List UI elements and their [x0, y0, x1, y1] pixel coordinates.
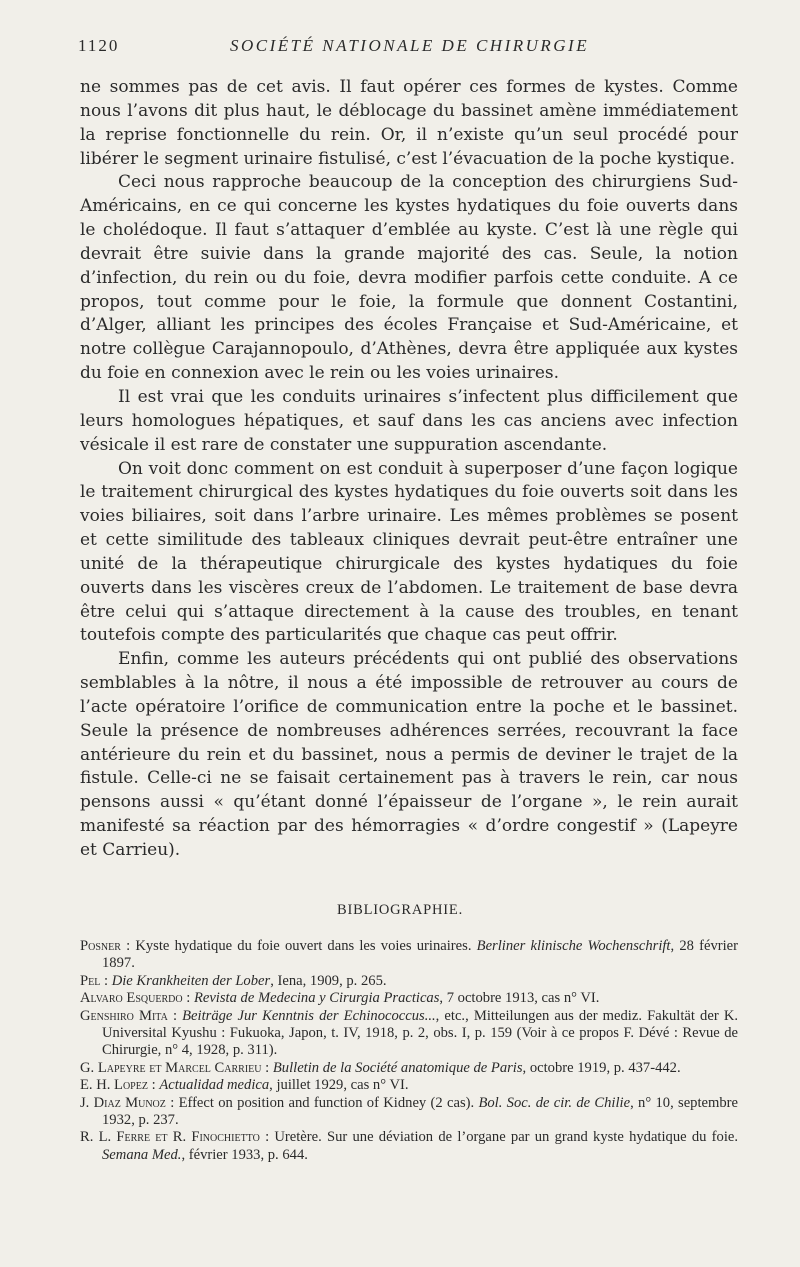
entry-separator: : — [259, 1129, 275, 1146]
entry-text: Effect on position and function of Kidney (2 cas). — [178, 1094, 479, 1111]
bibliography-entry — [80, 938, 738, 973]
paragraph: Ceci nous rapproche beaucoup de la conception des chirurgiens Sud-Américains, en ce qui concerne les kystes hydatiques du foie ouverts dans le cholédoque. Il faut s’attaquer d’emblée au kyste. C’est là une règle qui devrait être suivie dans la grande majorité des cas. Seule, la notion d’infection, du rein ou du foie, devra modifier parfois cette conduite. A ce propos, tout comme pour le foie, la formule que donnent Costantini, d’Alger, alliant les principes des écoles Française et Sud-Américaine, et notre collègue Carajannopoulo, d’Athènes, devra être appliquée aux kystes du foie en connexion avec le rein ou les voies urinaires. — [80, 172, 738, 384]
entry-author: Alvaro Esquerdo — [80, 990, 183, 1007]
bibliography-entry — [80, 1077, 738, 1094]
entry-separator: : — [100, 972, 112, 989]
entry-separator: : — [182, 990, 194, 1007]
entry-rest: , etc., Mitteilungen aus der mediz. Fakultät der K. Universital Kyushu : Fukuoka, Japon, t. IV, 1918, p. 2, obs. I, p. 159 (Voir à ce propos F. Dévé : Revue de Chirurgie, n° 4, 1928, p. 311). — [102, 1007, 739, 1059]
bibliography-list — [80, 938, 738, 1164]
paragraph: ne sommes pas de cet avis. Il faut opérer ces formes de kystes. Comme nous l’avons dit plus haut, le déblocage du bassinet amène immédiatement la reprise fonctionnelle du rein. Or, il n’existe qu’un seul procédé pour libérer le segment urinaire fistulisé, c’est l’évacuation de la poche kystique. — [80, 77, 738, 169]
entry-source: Beiträge Jur Kenntnis der Echinococcus... — [182, 1007, 436, 1024]
entry-source: Bulletin de la Société anatomique de Paris — [272, 1059, 523, 1076]
page-header — [78, 36, 738, 58]
entry-source: Bol. Soc. de cir. de Chilie — [478, 1094, 631, 1111]
entry-rest: , 7 octobre 1913, cas n° VI. — [439, 990, 600, 1007]
bibliography-entry — [80, 990, 738, 1007]
entry-separator: : — [147, 1077, 160, 1094]
bibliography-heading: BIBLIOGRAPHIE. — [337, 902, 463, 918]
entry-rest: , juillet 1929, cas n° VI. — [269, 1077, 409, 1094]
entry-author: R. L. Ferre et R. Finochietto — [80, 1129, 260, 1146]
bibliography-entry — [80, 1129, 738, 1164]
entry-source: Berliner klinische Wochenschrift — [476, 938, 671, 954]
bibliography-entry — [80, 1095, 738, 1130]
entry-source: Die Krankheiten der Lober — [111, 972, 271, 989]
entry-separator: : — [165, 1094, 179, 1111]
entry-author: G. Lapeyre et Marcel Carrieu — [80, 1059, 262, 1076]
entry-source: Revista de Medecina y Cirurgia Practicas — [193, 990, 440, 1007]
entry-source: Semana Med. — [102, 1146, 182, 1163]
entry-text: Kyste hydatique du foie ouvert dans les voies urinaires. — [135, 938, 477, 954]
bibliography-entry — [80, 1008, 738, 1060]
entry-author: E. H. Lopez — [80, 1077, 148, 1094]
entry-rest: , 28 février 1897. — [102, 938, 738, 972]
entry-separator: : — [261, 1059, 273, 1076]
entry-author: Pel — [80, 972, 101, 989]
page-number: 1120 — [78, 36, 120, 55]
entry-author: J. Diaz Munoz — [80, 1094, 166, 1111]
entry-author: Posner — [80, 938, 121, 954]
entry-separator: : — [120, 938, 136, 954]
paragraph: Enfin, comme les auteurs précédents qui ont publié des observations semblables à la nôtre, il nous a été impossible de retrouver au cours de l’acte opératoire l’orifice de communication entre la poche et le bassinet. Seule la présence de nombreuses adhérences serrées, recouvrant la face antérieure du rein et du bassinet, nous a permis de deviner le trajet de la fistule. Celle-ci ne se faisait certainement pas à travers le rein, car nous pensons aussi « qu’étant donné l’épaisseur de l’organe », le rein aurait manifesté sa réaction par des hémorragies « d’ordre congestif » (Lapeyre et Carrieu). — [80, 649, 738, 860]
entry-rest: , n° 10, septembre 1932, p. 237. — [102, 1094, 738, 1129]
body-text — [80, 76, 738, 863]
entry-separator: : — [167, 1007, 183, 1024]
bibliography-entry — [80, 973, 738, 990]
bibliography-entry — [80, 1060, 738, 1077]
entry-rest: , octobre 1919, p. 437-442. — [522, 1059, 681, 1076]
paragraph: Il est vrai que les conduits urinaires s’infectent plus difficilement que leurs homologues hépatiques, et sauf dans les cas anciens avec infection vésicale il est rare de constater une suppuration ascendante. — [80, 386, 738, 455]
running-title: SOCIÉTÉ NATIONALE DE CHIRURGIE — [230, 36, 590, 55]
entry-author: Genshiro Mita — [80, 1007, 168, 1024]
paragraph: On voit donc comment on est conduit à superposer d’une façon logique le traitement chirurgical des kystes hydatiques du foie ouverts soit dans les voies biliaires, soit dans l’arbre urinaire. Les mêmes problèmes se posent et cette similitude des tableaux cliniques devrait peut-être entraîner une unité de la thérapeutique chirurgicale des kystes hydatiques du foie ouverts dans les viscères creux de l’abdomen. Le traitement de base devra être celui qui s’attaque directement à la cause des troubles, en tenant toutefois compte des particularités que chaque cas peut offrir. — [80, 458, 738, 646]
entry-rest: , Iena, 1909, p. 265. — [270, 972, 387, 989]
entry-text: Uretère. Sur une déviation de l’organe par un grand kyste hydatique du foie. — [274, 1129, 739, 1146]
entry-source: Actualidad medica — [159, 1077, 270, 1094]
entry-rest: , février 1933, p. 644. — [181, 1146, 308, 1163]
